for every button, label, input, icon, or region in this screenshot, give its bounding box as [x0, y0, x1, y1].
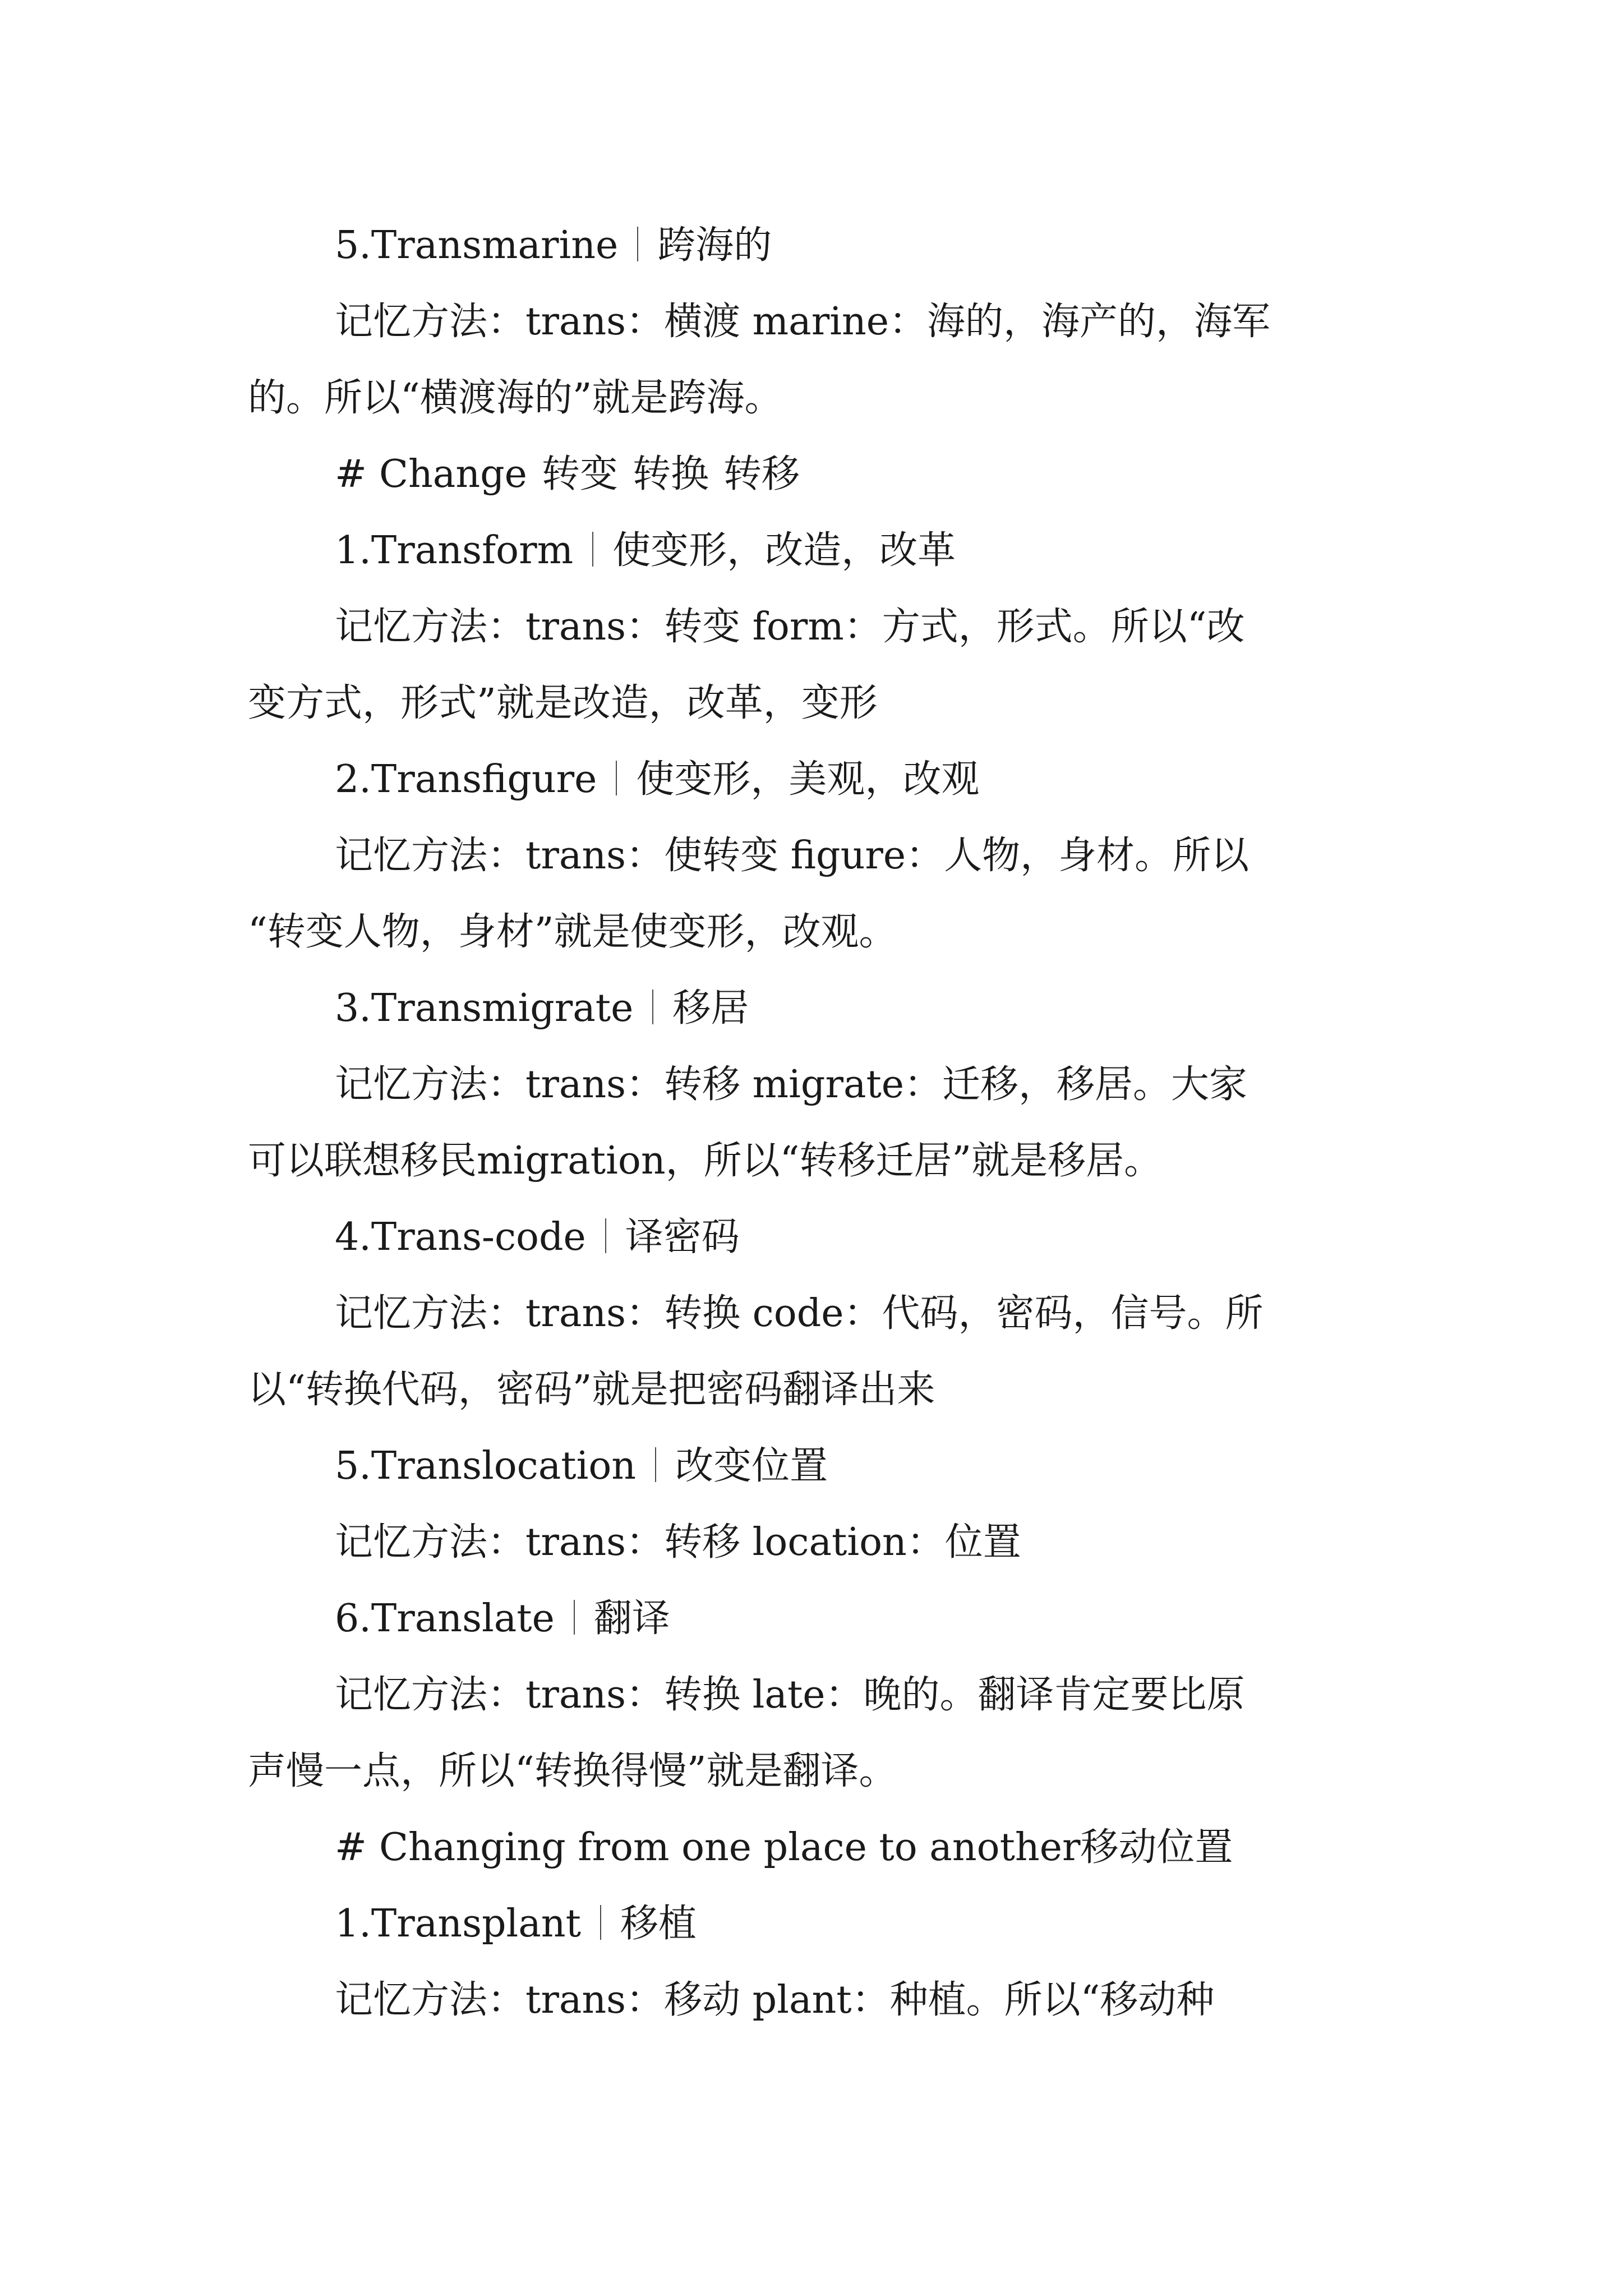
term-meaning: 跨海的	[657, 223, 772, 268]
heading-title: Change	[379, 452, 527, 496]
term-heading	[248, 208, 1381, 284]
separator	[655, 1447, 656, 1482]
separator	[574, 1600, 575, 1635]
term-word: 2.Transfigure	[335, 757, 597, 802]
term-meaning: 使变形，美观，改观	[636, 757, 980, 802]
separator	[600, 1905, 601, 1940]
term-word: 6.Translate	[335, 1596, 555, 1641]
term-heading	[248, 970, 1381, 1047]
memory-method-text: 记忆方法：trans：横渡 marine：海的，海产的，海军	[335, 300, 1270, 344]
term-word: 1.Transform	[335, 528, 574, 573]
heading-word: 转移	[723, 452, 800, 496]
separator	[605, 1218, 606, 1253]
memory-method-continuation: 可以联想移民migration，所以“转移迁居”就是移居。	[248, 1139, 1163, 1183]
heading-word: 转变	[541, 452, 618, 496]
term-heading	[248, 513, 1381, 589]
term-meaning: 译密码	[625, 1215, 740, 1259]
term-word: 3.Transmigrate	[335, 986, 634, 1030]
memory-method-text: 记忆方法：trans：转移 migrate：迁移，移居。大家	[335, 1062, 1248, 1107]
term-meaning: 移植	[620, 1902, 697, 1946]
memory-method-continuation: 声慢一点，所以“转换得慢”就是翻译。	[248, 1749, 897, 1793]
term-word: 4.Trans-code	[335, 1215, 586, 1259]
heading-title: Changing from one place to another	[379, 1825, 1081, 1870]
term-heading	[248, 1428, 1381, 1504]
heading-word: 转换	[632, 452, 709, 496]
term-meaning: 翻译	[593, 1596, 670, 1641]
memory-method-text: 记忆方法：trans：转换 code：代码，密码，信号。所	[335, 1291, 1264, 1336]
memory-method-text: 记忆方法：trans：转变 form：方式，形式。所以“改	[335, 605, 1245, 649]
memory-method-text: 记忆方法：trans：使转变 figure：人物，身材。所以	[335, 834, 1249, 878]
heading-hash: #	[335, 452, 367, 496]
memory-method-text: 记忆方法：trans：转移 location：位置	[335, 1520, 1021, 1565]
memory-method-continuation: “转变人物，身材”就是使变形，改观。	[248, 910, 897, 954]
memory-method-text: 记忆方法：trans：移动 plant：种植。所以“移动种	[335, 1978, 1215, 2022]
term-heading	[248, 742, 1381, 818]
term-meaning: 移居	[672, 986, 749, 1030]
term-word: 1.Transplant	[335, 1902, 581, 1946]
heading-hash: #	[335, 1825, 367, 1870]
memory-method-continuation: 变方式，形式”就是改造，改革，变形	[248, 681, 878, 725]
term-meaning: 改变位置	[675, 1444, 828, 1488]
separator	[592, 532, 593, 567]
separator	[616, 761, 617, 795]
section-heading	[248, 436, 1381, 513]
term-meaning: 使变形，改造，改革	[612, 528, 956, 573]
term-heading	[248, 1886, 1381, 1962]
term-word: 5.Transmarine	[335, 223, 619, 268]
separator	[652, 990, 653, 1024]
term-heading	[248, 1581, 1381, 1657]
memory-method-continuation: 的。所以“横渡海的”就是跨海。	[248, 376, 783, 420]
term-heading	[248, 1199, 1381, 1276]
section-heading	[248, 1810, 1381, 1886]
heading-suffix: 移动位置	[1080, 1825, 1233, 1870]
document-body	[248, 208, 1381, 2039]
memory-method-text: 记忆方法：trans：转换 late：晚的。翻译肯定要比原	[335, 1673, 1245, 1717]
separator	[637, 227, 638, 261]
term-word: 5.Translocation	[335, 1444, 637, 1488]
memory-method-continuation: 以“转换代码，密码”就是把密码翻译出来	[248, 1368, 935, 1412]
